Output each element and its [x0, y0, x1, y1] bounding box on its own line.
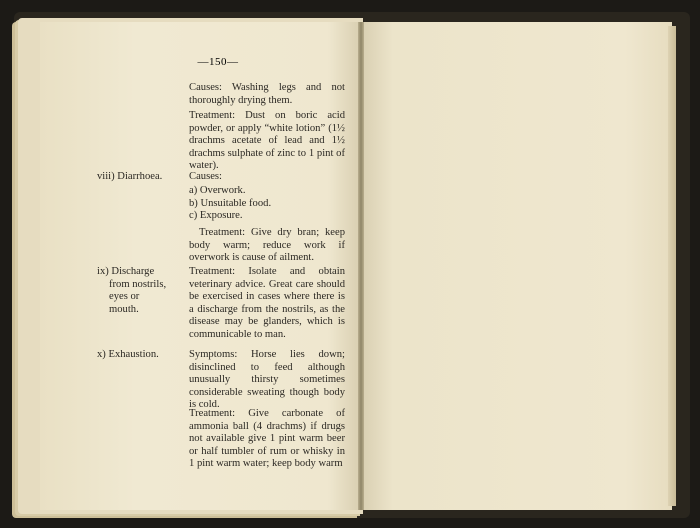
diarrhoea-causes-list	[189, 185, 345, 223]
discharge-treatment: Treatment: Isolate and obtain veterinary advice. Great care should be exercised in cases where there is a discharge from the nostrils, as the disease may be glanders, which is communicable to man.	[189, 266, 345, 340]
causes-washing-legs: Causes: Washing legs and not thoroughly drying them.	[189, 82, 345, 106]
label-line: mouth.	[109, 303, 139, 315]
list-item: b) Unsuitable food.	[189, 197, 272, 209]
diarrhoea-treatment: Treatment: Give dry bran; keep body warm; reduce work if overwork is cause of ailment.	[189, 227, 345, 264]
label-line: eyes or	[109, 291, 140, 303]
label-line: from nostrils,	[109, 278, 167, 290]
diarrhoea-causes-label: Causes:	[189, 171, 222, 182]
heading-discharge	[97, 266, 189, 316]
treatment-white-lotion: Treatment: Dust on boric acid powder, or apply “white lotion” (1½ drachms acetate of lead and 1½ drachms sulphate of zinc to 1 pint of water).	[189, 110, 345, 172]
exhaustion-symptoms: Symptoms: Horse lies down; disinclined to feed although unusually thirsty sometimes considerable sweating though body is cold.	[189, 349, 345, 411]
list-item: a) Overwork.	[189, 185, 246, 196]
right-page	[362, 22, 672, 510]
label-line: ix) Discharge	[97, 266, 155, 277]
list-item: c) Exposure.	[189, 210, 243, 222]
page-number: —150—	[197, 56, 239, 68]
heading-exhaustion: x) Exhaustion.	[97, 349, 159, 360]
page-edge	[668, 26, 676, 506]
book-gutter	[358, 22, 364, 510]
exhaustion-treatment: Treatment: Give carbonate of ammonia ball (4 drachms) if drugs not available give 1 pint warm beer or half tumbler of rum or whisky in 1 pint warm water; keep body warm	[189, 408, 345, 470]
heading-diarrhoea: viii) Diarrhoea.	[97, 171, 163, 182]
